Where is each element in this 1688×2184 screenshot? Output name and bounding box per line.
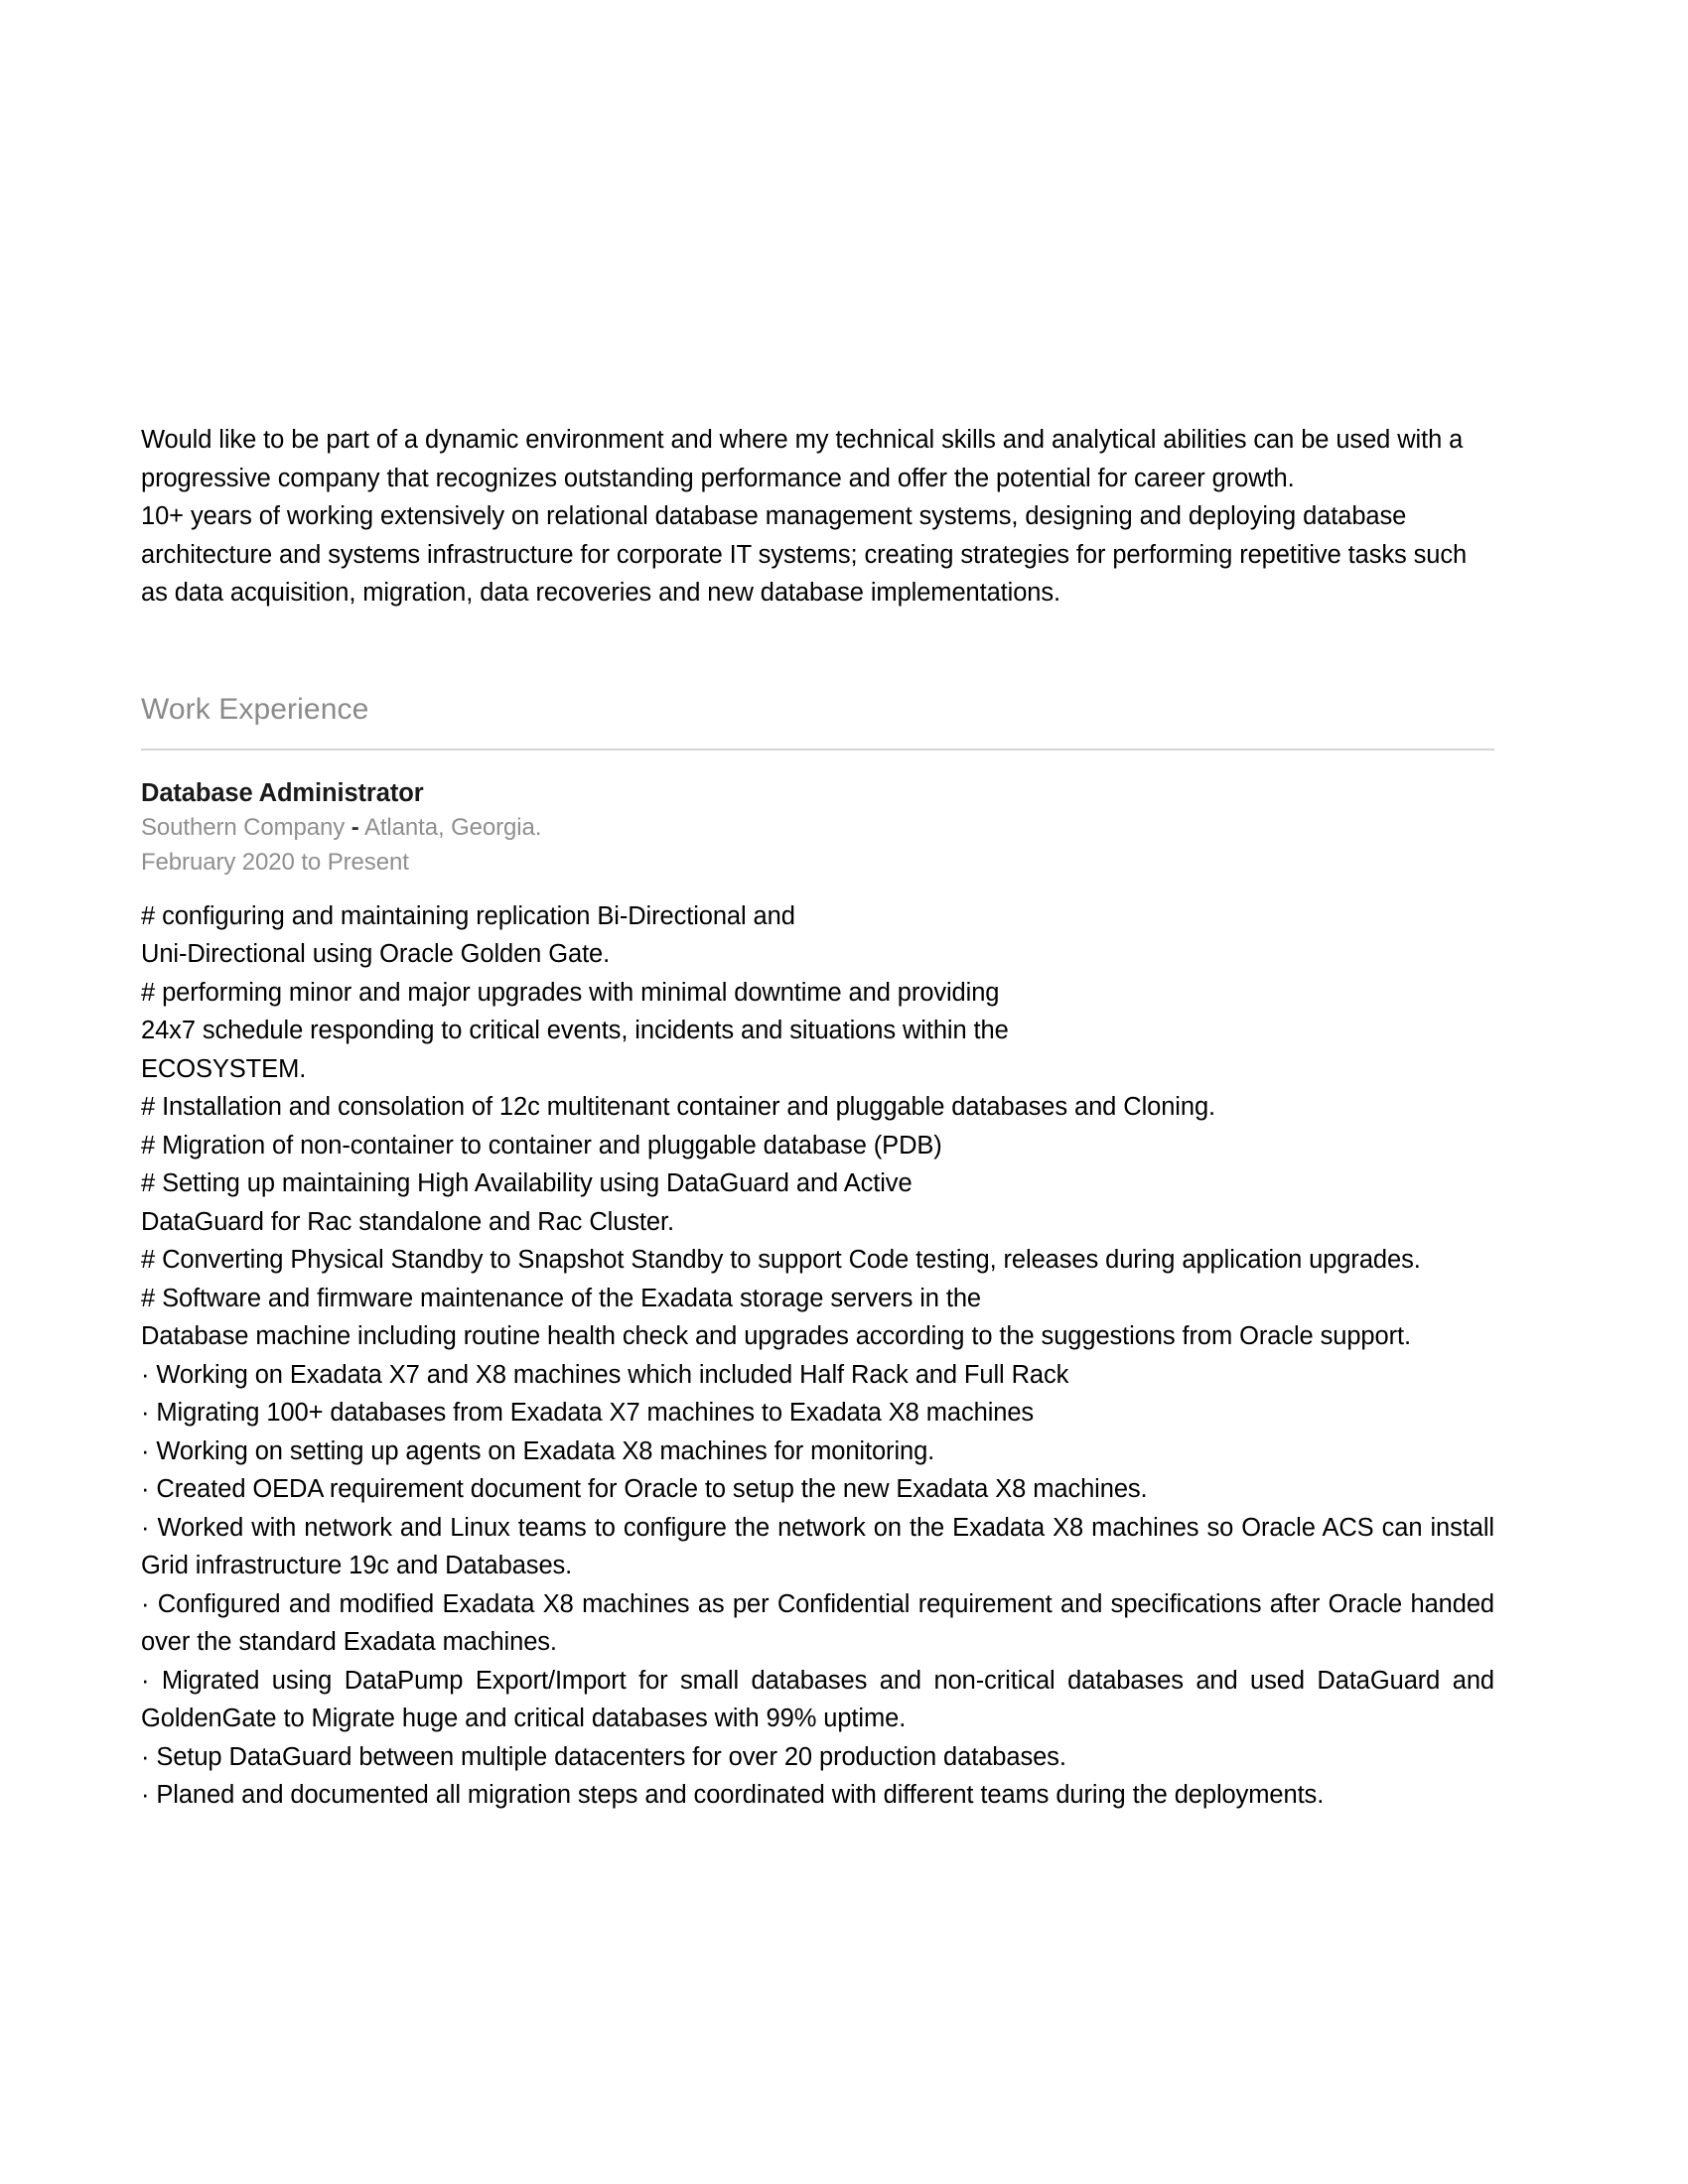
job-description-line: # Converting Physical Standby to Snapshot Standby to support Code testing, releases during application upgrades. <box>141 1246 1421 1274</box>
summary-paragraph-2: 10+ years of working extensively on relational database management systems, designing and deploying database architecture and systems infrastructure for corporate IT systems; creating strategies for performing repetitive tasks such as data acquisition, migration, data recoveries and new database implementations. <box>141 502 1468 607</box>
job-description-line: # Software and firmware maintenance of the Exadata storage servers in the <box>141 1284 981 1312</box>
job-dates: February 2020 to Present <box>141 848 409 876</box>
job-description-line: · Working on setting up agents on Exadata X8 machines for monitoring. <box>141 1436 935 1465</box>
job-description-line: · Working on Exadata X7 and X8 machines which included Half Rack and Full Rack <box>141 1360 1069 1389</box>
job-description-line: · Created OEDA requirement document for Oracle to setup the new Exadata X8 machines. <box>141 1475 1148 1503</box>
job-description-line: · Worked with network and Linux teams to configure the network on the Exadata X8 machines so Oracle ACS can install Grid infrastructure 19c and Databases. <box>141 1513 1494 1579</box>
summary-paragraph-1: Would like to be part of a dynamic environment and where my technical skills and analytical abilities can be used with a progressive company that recognizes outstanding performance and offer the potential for career growth. <box>141 426 1464 492</box>
job-description-line: # Setting up maintaining High Availability using DataGuard and Active <box>141 1169 913 1197</box>
job-description-line: · Configured and modified Exadata X8 machines as per Confidential requirement and specifications after Oracle handed over the standard Exadata machines. <box>141 1589 1494 1656</box>
job-title: Database Administrator <box>141 778 424 807</box>
job-description-line: # Migration of non-container to container and pluggable database (PDB) <box>141 1131 942 1160</box>
section-work-experience <box>141 692 1494 1815</box>
job-description-line: DataGuard for Rac standalone and Rac Cluster. <box>141 1207 674 1236</box>
resume-content <box>141 421 1494 1815</box>
job-meta-separator: - <box>351 813 359 841</box>
job-company: Southern Company <box>141 813 346 841</box>
job-description-line: # configuring and maintaining replication Bi-Directional and <box>141 901 795 930</box>
job-description-line: 24x7 schedule responding to critical events, incidents and situations within the <box>141 1017 1009 1044</box>
section-divider <box>141 749 1494 751</box>
job-description-lines <box>141 897 1494 1815</box>
section-heading-work-experience: Work Experience <box>141 692 369 726</box>
job-description-line: # performing minor and major upgrades with minimal downtime and providing <box>141 978 1000 1007</box>
summary-section <box>141 421 1494 613</box>
job-description-line: # Installation and consolation of 12c multitenant container and pluggable databases and Cloning. <box>141 1093 1216 1121</box>
job-description-line: · Migrated using DataPump Export/Import for small databases and non-critical databases and used DataGuard and GoldenGate to Migrate huge and critical databases with 99% uptime. <box>141 1666 1494 1732</box>
job-entry <box>141 776 1494 1815</box>
job-company-location <box>141 810 1494 845</box>
job-location: Atlanta, Georgia. <box>363 813 542 841</box>
job-description-line: Database machine including routine health check and upgrades according to the suggestions from Oracle support. <box>141 1322 1411 1350</box>
job-description-line: · Setup DataGuard between multiple datacenters for over 20 production databases. <box>141 1742 1066 1771</box>
job-description-line: Uni-Directional using Oracle Golden Gate. <box>141 940 611 968</box>
job-description-line: · Migrating 100+ databases from Exadata X7 machines to Exadata X8 machines <box>141 1399 1035 1427</box>
job-description-line: · Planed and documented all migration steps and coordinated with different teams during the deployments. <box>141 1781 1325 1809</box>
job-description-line: ECOSYSTEM. <box>141 1054 307 1083</box>
